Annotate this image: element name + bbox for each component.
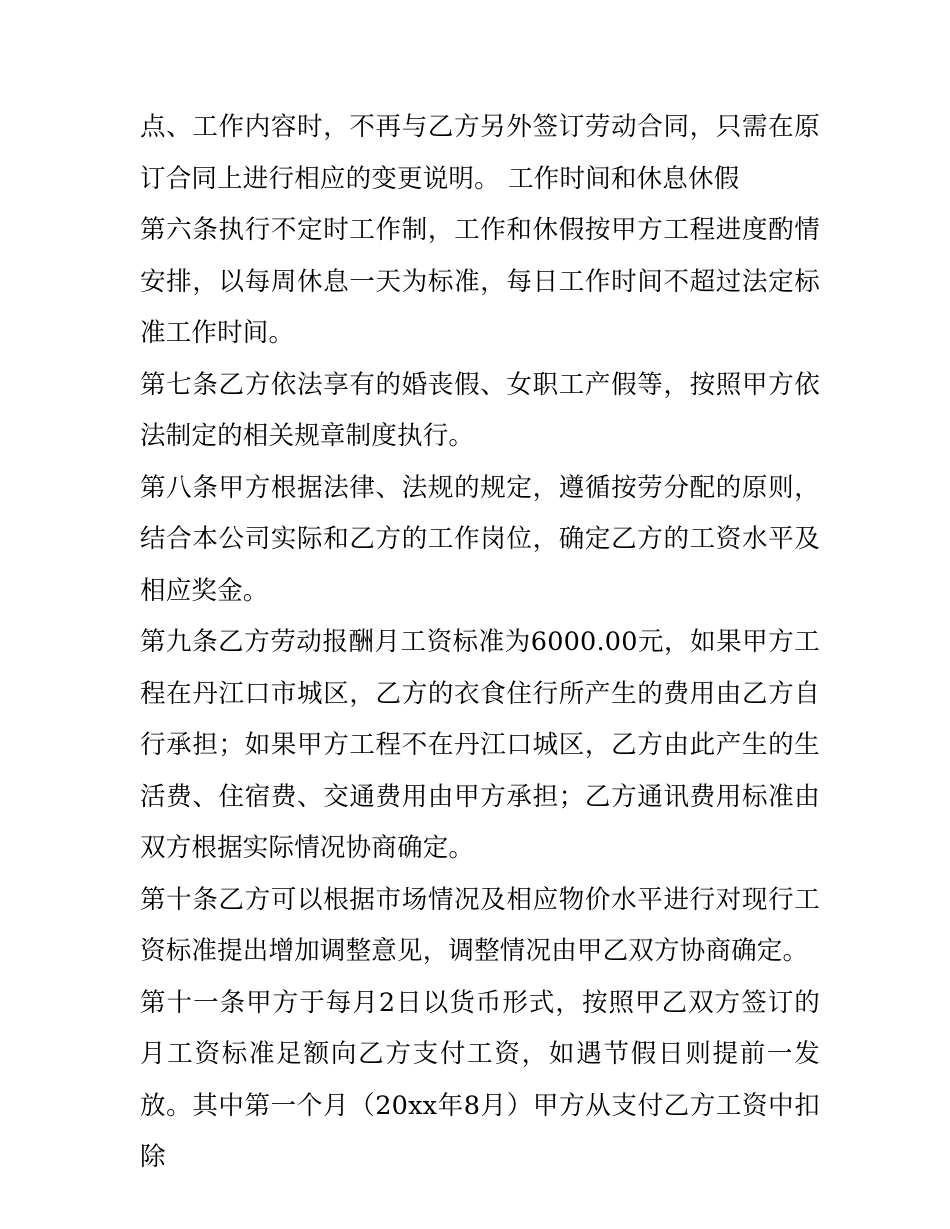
paragraph-article-7: 第七条乙方依法享有的婚丧假、女职工产假等，按照甲方依法制定的相关规章制度执行。 [140,369,820,451]
paragraph-article-9: 第九条乙方劳动报酬月工资标准为6000.00元，如果甲方工程在丹江口市城区，乙方的衣食住行所产生的费用由乙方自行承担；如果甲方工程不在丹江口城区，乙方由此产生的生活费、住宿费、交通费用由甲方承担；乙方通讯费用标准由双方根据实际情况协商确定。 [140,627,820,863]
paragraph-continuation: 点、工作内容时，不再与乙方另外签订劳动合同，只需在原订合同上进行相应的变更说明。 工作时间和休息休假 [140,112,820,194]
paragraph-article-8: 第八条甲方根据法律、法规的规定，遵循按劳分配的原则，结合本公司实际和乙方的工作岗位，确定乙方的工资水平及相应奖金。 [140,472,820,606]
paragraph-article-11: 第十一条甲方于每月2日以货币形式，按照甲乙双方签订的月工资标准足额向乙方支付工资，如遇节假日则提前一发放。其中第一个月（20xx年8月）甲方从支付乙方工资中扣除 [140,987,820,1172]
document-body [140,102,820,1184]
paragraph-article-10: 第十条乙方可以根据市场情况及相应物价水平进行对现行工资标准提出增加调整意见，调整情况由甲乙双方协商确定。 [140,884,820,966]
paragraph-article-6: 第六条执行不定时工作制，工作和休假按甲方工程进度酌情安排，以每周休息一天为标准，每日工作时间不超过法定标准工作时间。 [140,215,820,348]
